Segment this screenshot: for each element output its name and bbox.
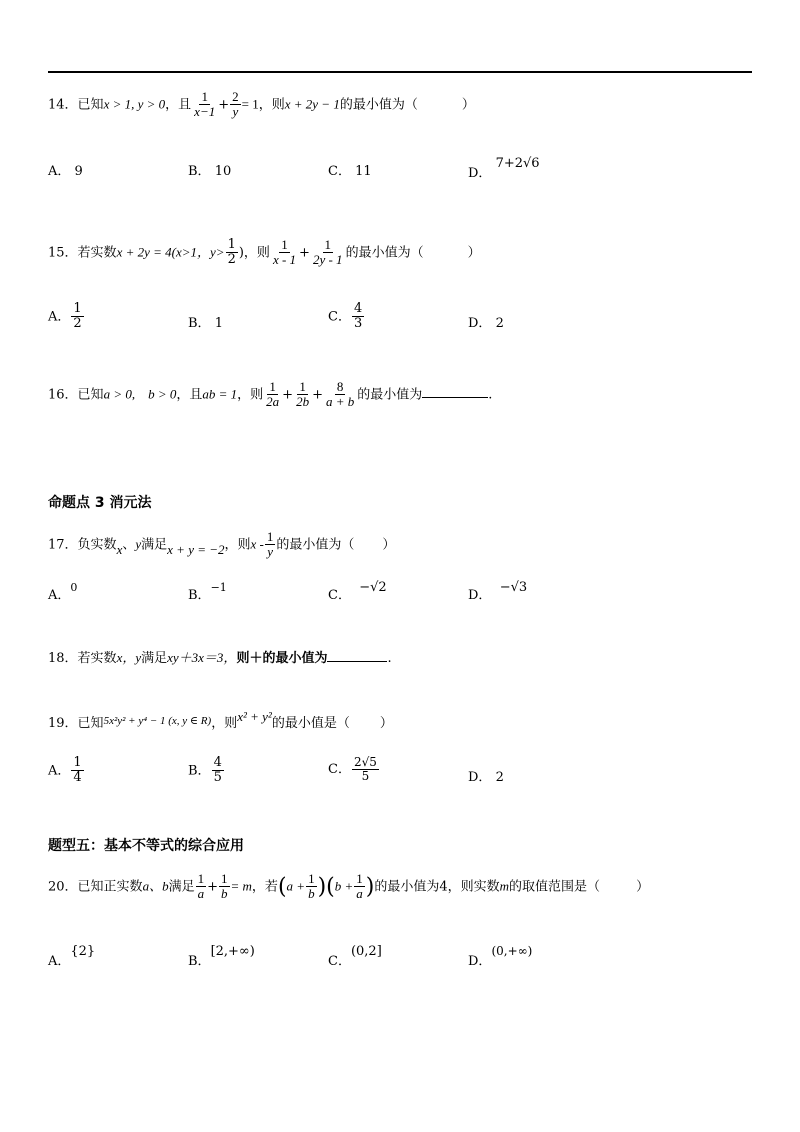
q19-option-d[interactable] (468, 766, 504, 785)
option-label: A． (48, 309, 71, 325)
q20-option-a[interactable] (48, 940, 96, 969)
frac-num: 1 (73, 755, 82, 770)
q19-option-b[interactable] (188, 756, 225, 786)
q17-expr: x - (250, 536, 264, 552)
q19-expr: x² + y² (237, 709, 272, 724)
option-value: 2 (495, 770, 504, 785)
q17-option-b[interactable] (188, 576, 227, 603)
q17-var-y: y (135, 536, 142, 552)
option-label: D． (468, 588, 492, 603)
paren-open: ( (277, 874, 287, 900)
q17-text-d: 的最小值为（ (276, 537, 355, 553)
q17-text-a: 负实数 (77, 537, 117, 553)
q14-option-d[interactable] (468, 152, 540, 181)
q14-condition: x > 1, y > 0 (103, 96, 166, 112)
q20-option-d[interactable] (468, 940, 533, 969)
frac-den: 2b (296, 394, 310, 410)
q15-half (226, 238, 238, 268)
option-value: 11 (355, 164, 372, 179)
option-frac (71, 302, 83, 332)
q18-text-c: 则＋的最小值为 (236, 651, 328, 666)
option-value: 9 (74, 164, 83, 179)
option-label: B． (188, 763, 211, 779)
section-heading-elimination: 命题点 3 消元法 (48, 495, 152, 511)
question-number: 19． (48, 716, 78, 731)
frac-den: 3 (353, 316, 363, 332)
frac-den: x - 1 (272, 252, 297, 268)
q20-text-b: 满足 (168, 879, 195, 895)
q20-p2-frac (354, 872, 365, 902)
question-16 (48, 380, 492, 410)
header-rule (48, 71, 752, 73)
q16-text-c: ，则 (237, 387, 264, 403)
q20-vars: a、b (142, 878, 169, 894)
q16-frac-3 (324, 380, 356, 410)
paren-close: ) (317, 874, 327, 900)
frac-den: y (267, 544, 274, 560)
option-value: [2,+∞) (210, 944, 255, 959)
q14-text-c: ，则 (258, 97, 285, 113)
question-17 (48, 530, 395, 560)
option-label: C． (328, 164, 351, 179)
q14-option-b[interactable] (188, 160, 231, 179)
q19-option-c[interactable] (328, 756, 380, 783)
q17-option-a[interactable] (48, 576, 78, 603)
option-label: C． (328, 309, 351, 325)
plus-sign: + (207, 879, 218, 895)
q18-text-a: 若实数 (77, 651, 117, 666)
q17-sep: 、 (122, 537, 136, 553)
q15-frac-1 (271, 238, 298, 268)
plus-sign: + (282, 387, 294, 403)
q16-condition: a > 0, b > 0 (103, 386, 177, 402)
q17-var-x: x (116, 542, 123, 558)
q15-condition: x + 2y = 4(x>1，y> (116, 244, 225, 260)
frac-den: a (356, 886, 363, 902)
q18-text-b: 满足 (141, 651, 168, 666)
q19-option-a[interactable] (48, 756, 85, 786)
option-value: 7+2√6 (495, 156, 540, 171)
q20-var-m: m (499, 878, 510, 894)
q15-close: ） (467, 245, 481, 261)
q15-option-d[interactable] (468, 312, 504, 331)
frac-den: b (221, 886, 228, 902)
plus-sign: + (312, 387, 323, 403)
q17-text-c: ，则 (224, 537, 251, 553)
frac-den: 5 (213, 770, 222, 786)
option-label: A． (48, 164, 71, 179)
option-label: B． (188, 954, 211, 969)
frac-den: 2 (227, 252, 236, 268)
q17-option-d[interactable] (468, 576, 528, 603)
option-label: A． (48, 763, 71, 779)
frac-num: 1 (197, 871, 205, 886)
option-label: D． (468, 316, 492, 331)
q20-p2: b + (334, 878, 354, 894)
q20-frac-2 (219, 872, 230, 902)
q20-option-c[interactable] (328, 940, 382, 969)
q15-option-a[interactable] (48, 302, 85, 332)
q14-text-a: 已知 (77, 97, 104, 113)
q16-condition-2: ab = 1 (202, 386, 238, 402)
question-number: 17． (48, 537, 78, 553)
q14-eq: = 1 (241, 96, 259, 112)
q18-condition: xy＋3x＝3， (167, 650, 237, 665)
option-value: −√3 (499, 580, 528, 595)
frac-num: 8 (336, 379, 344, 394)
section-heading-comprehensive: 题型五：基本不等式的综合应用 (48, 838, 244, 854)
q15-cond-close: ) (238, 245, 244, 261)
plus-sign: + (299, 245, 310, 261)
frac-den: a (197, 886, 205, 902)
q20-close: ） (636, 879, 650, 895)
option-label: D． (468, 770, 492, 785)
q20-p1: a + (286, 878, 306, 894)
frac-den: 4 (73, 770, 82, 786)
frac-den: 2 (73, 316, 82, 332)
frac-num: 1 (299, 379, 306, 394)
q16-text-b: ，且 (176, 387, 203, 403)
q16-frac-2 (294, 380, 311, 410)
paren-close: ) (365, 874, 375, 900)
option-label: C． (328, 588, 351, 603)
answer-blank[interactable] (422, 385, 488, 398)
frac-num: 1 (201, 89, 208, 104)
q14-close: ） (461, 97, 475, 113)
frac-num: 1 (266, 529, 274, 544)
q18-end: . (387, 651, 392, 666)
frac-den: 2a (266, 394, 280, 410)
q16-text-d: 的最小值为 (357, 387, 423, 403)
question-19 (48, 709, 393, 731)
q19-text-b: ，则 (211, 716, 238, 731)
frac-num: 2√5 (353, 755, 377, 769)
answer-blank[interactable] (327, 649, 387, 662)
question-20 (48, 872, 649, 902)
q14-option-a[interactable] (48, 160, 83, 179)
plus-sign: + (218, 97, 230, 113)
option-value: 10 (214, 164, 232, 179)
q19-text-c: 的最小值是（ (271, 716, 350, 731)
q15-option-c[interactable] (328, 302, 365, 332)
question-number: 15． (48, 245, 78, 261)
q20-text-e: 的取值范围是（ (509, 879, 601, 895)
q20-frac-1 (196, 872, 207, 902)
frac-num: 1 (308, 871, 315, 886)
option-value: −1 (210, 581, 227, 594)
q19-condition: 5x²y² + y⁴ − 1 (x, y ∈ R) (103, 715, 212, 727)
q17-text-b: 满足 (141, 537, 168, 553)
q20-text-a: 已知正实数 (77, 879, 143, 895)
q15-text-b: ，则 (243, 245, 270, 261)
frac-num: 1 (73, 301, 82, 316)
frac-num: 1 (356, 871, 363, 886)
option-label: C． (328, 954, 351, 969)
option-value: {2} (70, 944, 96, 959)
question-14 (48, 90, 475, 120)
q20-option-b[interactable] (188, 940, 255, 969)
q14-expr: x + 2y − 1 (284, 96, 340, 112)
q15-text-c: 的最小值为（ (345, 245, 424, 261)
frac-den: x−1 (194, 104, 216, 120)
option-frac (352, 302, 364, 332)
option-frac (212, 756, 224, 786)
q18-vars: x，y (116, 650, 142, 665)
frac-den: a + b (325, 394, 355, 410)
q19-close: ） (379, 716, 393, 731)
question-18 (48, 647, 392, 666)
q14-frac-1 (192, 90, 217, 120)
q14-option-c[interactable] (328, 160, 372, 179)
option-label: B． (188, 316, 211, 331)
frac-den: 5 (361, 769, 370, 784)
option-label: A． (48, 588, 71, 603)
q20-p1-frac (306, 872, 317, 902)
q14-frac-2 (230, 90, 241, 120)
q14-text-b: ，且 (165, 97, 192, 113)
frac-num: 1 (269, 379, 276, 394)
q15-text-a: 若实数 (77, 245, 117, 261)
q17-condition: x + y = −2 (167, 542, 225, 558)
question-number: 14． (48, 97, 78, 113)
option-frac (71, 756, 83, 786)
frac-num: 1 (324, 237, 331, 252)
frac-den: y (232, 104, 239, 120)
option-value: (0,2] (350, 944, 382, 959)
option-value: (0,+∞) (491, 944, 533, 958)
question-number: 16． (48, 387, 78, 403)
frac-num: 4 (353, 301, 363, 316)
option-value: 0 (70, 581, 78, 594)
option-label: A． (48, 954, 71, 969)
option-label: C． (328, 762, 351, 778)
question-number: 20． (48, 879, 78, 895)
option-value: 1 (214, 316, 223, 331)
q20-text-d: 的最小值为4，则实数 (374, 879, 500, 895)
frac-den: b (308, 886, 315, 902)
q20-text-c: ，若 (251, 879, 278, 895)
frac-num: 1 (221, 871, 228, 886)
frac-num: 2 (232, 89, 239, 104)
q16-end: . (488, 387, 493, 403)
q17-option-c[interactable] (328, 576, 387, 603)
q16-frac-1 (264, 380, 281, 410)
option-label: B． (188, 588, 211, 603)
option-label: B． (188, 164, 211, 179)
paren-open: ( (326, 874, 335, 900)
frac-num: 1 (227, 237, 236, 252)
question-number: 18． (48, 651, 78, 666)
frac-num: 4 (213, 755, 222, 770)
q17-close: ） (382, 537, 396, 553)
option-value: 2 (495, 316, 504, 331)
option-label: D． (468, 954, 492, 969)
q15-frac-2 (311, 238, 345, 268)
frac-num: 1 (281, 237, 288, 252)
frac-den: 2y - 1 (312, 252, 343, 268)
option-frac (352, 756, 379, 783)
option-label: D． (468, 166, 492, 181)
question-15 (48, 238, 481, 268)
q20-eq: = m (230, 878, 252, 894)
q17-frac (265, 530, 276, 560)
q19-text-a: 已知 (77, 716, 104, 731)
option-value: −√2 (359, 580, 387, 595)
q14-text-d: 的最小值为（ (339, 97, 418, 113)
q16-text-a: 已知 (77, 387, 104, 403)
q15-option-b[interactable] (188, 312, 223, 331)
